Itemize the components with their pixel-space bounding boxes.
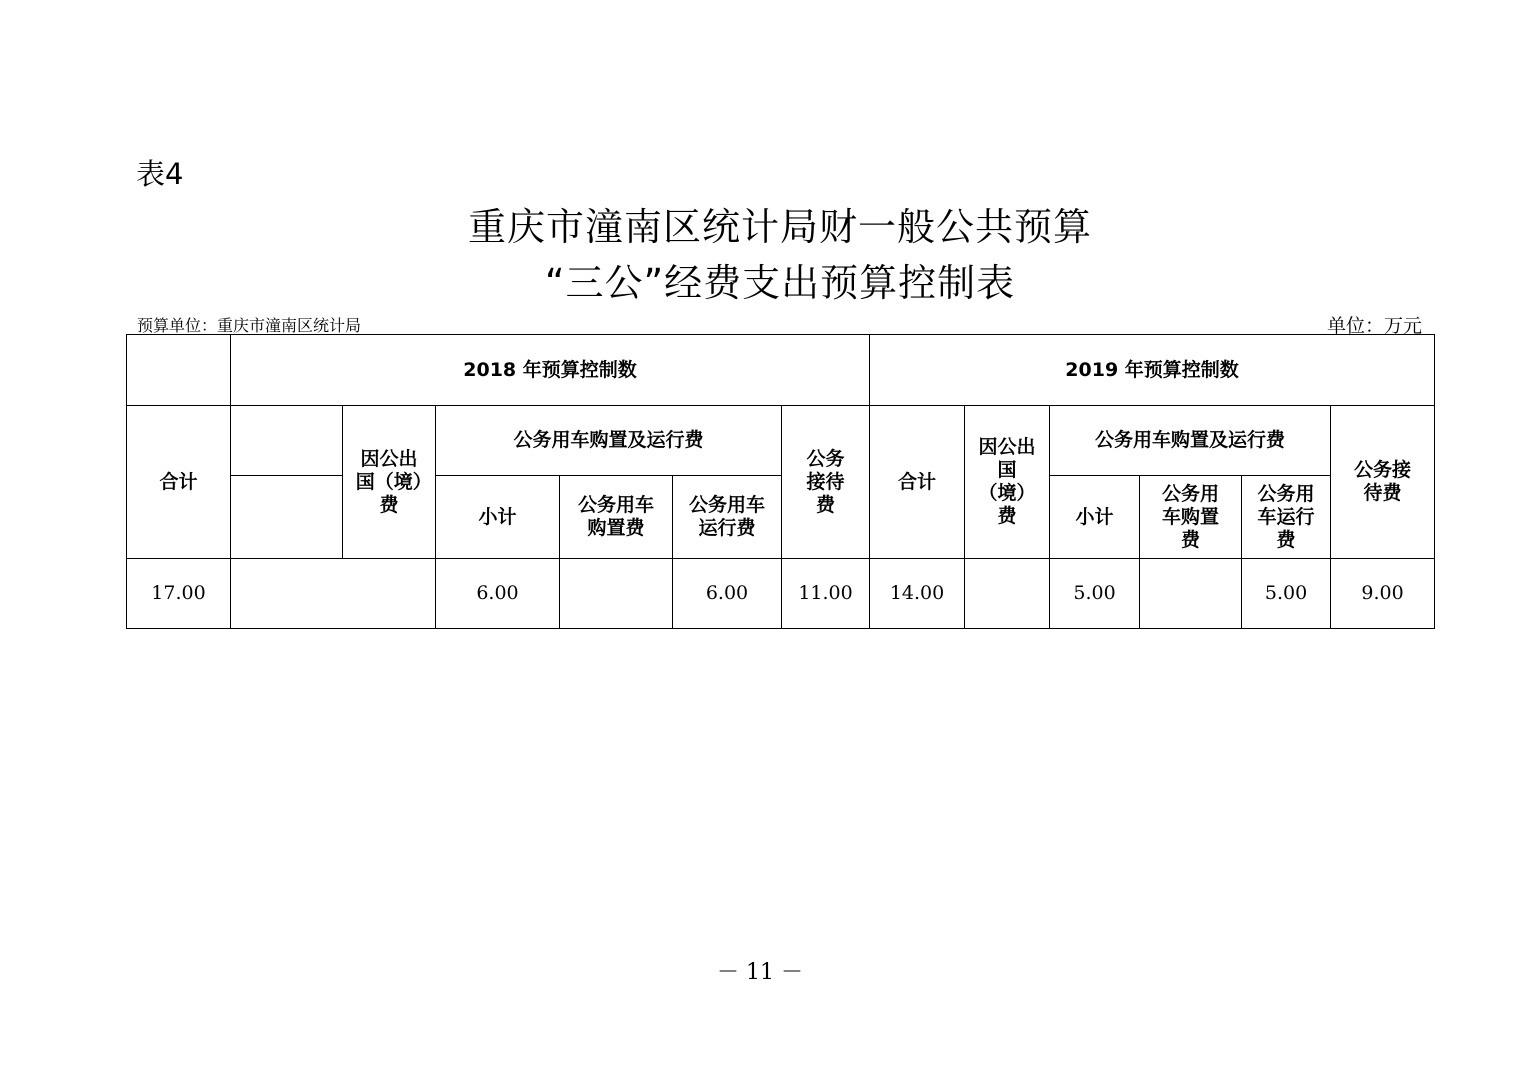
header-2018-reception: 公务接待费 [782,406,870,559]
page-title-line-2: “三公”经费支出预算控制表 [544,261,1016,305]
header-2018-vehicle: 公务用车购置及运行费 [436,406,782,476]
budget-table [126,334,1435,629]
value-2019-total: 14.00 [870,559,965,629]
header-2019-vehicle: 公务用车购置及运行费 [1050,406,1331,476]
value-2018-total: 17.00 [127,559,231,629]
page-number: － 11 － [717,960,803,985]
header-2018-vehicle-operation: 公务用车运行费 [673,476,782,559]
value-2018-abroad [231,559,436,629]
header-2019-total: 合计 [870,406,965,559]
value-2018-reception: 11.00 [782,559,870,629]
table-label: 表4 [136,157,184,191]
value-2019-subtotal: 5.00 [1050,559,1140,629]
value-2018-vehicle-operation: 6.00 [673,559,782,629]
value-2019-reception: 9.00 [1331,559,1435,629]
currency-unit: 单位：万元 [1326,315,1422,337]
header-2019-abroad: 因公出国（境）费 [965,406,1050,559]
header-2019: 2019 年预算控制数 [870,335,1435,406]
header-2018-blank-upper [231,406,343,476]
header-2018-blank-lower [231,476,343,559]
header-2018-vehicle-purchase: 公务用车购置费 [560,476,673,559]
value-2019-vehicle-purchase [1140,559,1242,629]
header-2019-reception: 公务接待费 [1331,406,1435,559]
page-title-line-1: 重庆市潼南区统计局财一般公共预算 [467,205,1092,249]
value-2018-vehicle-purchase [560,559,673,629]
header-2019-vehicle-operation: 公务用车运行费 [1242,476,1331,559]
header-2018-total: 合计 [127,406,231,559]
header-2019-vehicle-purchase: 公务用车购置费 [1140,476,1242,559]
header-2018-abroad: 因公出国（境）费 [343,406,436,559]
value-2018-subtotal: 6.00 [436,559,560,629]
header-2018-subtotal: 小计 [436,476,560,559]
header-2019-subtotal: 小计 [1050,476,1140,559]
header-2018: 2018 年预算控制数 [231,335,870,406]
value-2019-vehicle-operation: 5.00 [1242,559,1331,629]
value-2019-abroad [965,559,1050,629]
budget-unit: 预算单位：重庆市潼南区统计局 [137,316,362,335]
header-blank-cell [127,335,231,406]
